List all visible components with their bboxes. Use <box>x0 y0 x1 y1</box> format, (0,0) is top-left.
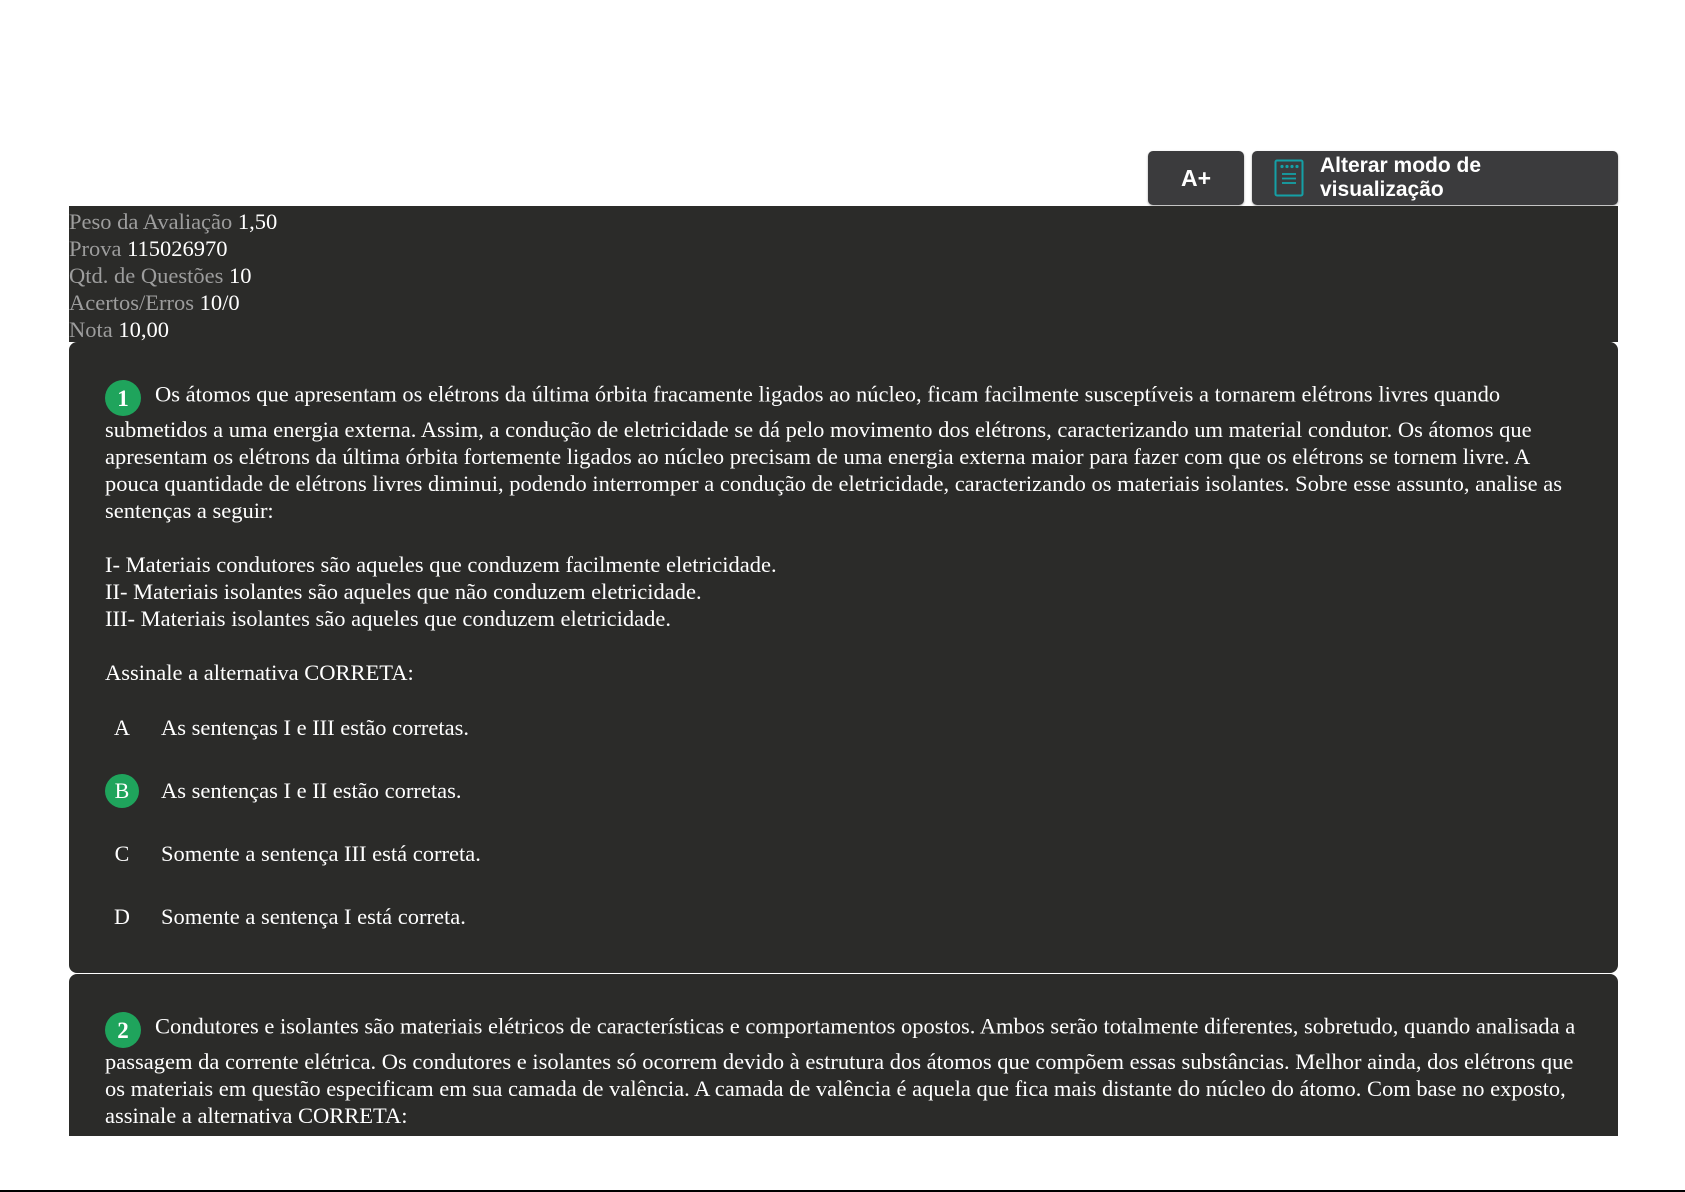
summary-grade <box>69 316 1618 343</box>
summary-label: Nota <box>69 317 113 342</box>
summary-label: Qtd. de Questões <box>69 263 224 288</box>
answer-options <box>105 696 1582 948</box>
summary-label: Prova <box>69 236 122 261</box>
option-letter: A <box>114 714 130 740</box>
question-intro: Condutores e isolantes são materiais elétricos de características e comportamentos opostos. Ambos serão totalmente diferentes, sobretudo, quando analisada a passagem da corrente elétrica. Os condutores e isolantes só ocorrem devido à estrutura dos átomos que compõem essas substâncias. Melhor ainda, dos elétrons que os materiais em questão especificam em sua camada de valência. A camada de valência é aquela que fica mais distante do núcleo do átomo. Com base no exposto, assinale a alternativa CORRETA: <box>105 1013 1576 1128</box>
statement-item: III- Materiais isolantes são aqueles que conduzem eletricidade. <box>105 606 672 631</box>
summary-value: 10 <box>228 263 252 288</box>
question-text <box>105 380 1582 524</box>
exam-summary <box>69 206 1618 342</box>
question-card-2 <box>69 974 1618 1136</box>
summary-hits-errors <box>69 289 1618 316</box>
summary-label: Peso da Avaliação <box>69 209 233 234</box>
question-text <box>105 1012 1582 1129</box>
summary-value: 1,50 <box>237 209 278 234</box>
option-text: Somente a sentença I está correta. <box>161 904 466 929</box>
font-size-increase-button[interactable]: A+ <box>1148 151 1244 205</box>
change-view-mode-label: Alterar modo de visualização <box>1320 154 1482 201</box>
summary-weight <box>69 208 1618 235</box>
option-text: As sentenças I e III estão corretas. <box>161 715 469 740</box>
summary-value: 10/0 <box>199 290 240 315</box>
option-letter-selected: B <box>105 774 139 808</box>
summary-value: 10,00 <box>118 317 169 342</box>
change-view-mode-button[interactable] <box>1252 151 1618 205</box>
question-number-badge: 1 <box>105 380 141 416</box>
question-card-1 <box>69 342 1618 973</box>
statement-item: I- Materiais condutores são aqueles que conduzem facilmente eletricidade. <box>105 552 777 577</box>
option-letter: C <box>114 840 130 866</box>
statement-item: II- Materiais isolantes são aqueles que não conduzem eletricidade. <box>105 579 702 604</box>
option-text: As sentenças I e II estão corretas. <box>161 778 462 803</box>
answer-option-b[interactable] <box>105 759 1582 822</box>
answer-option-a[interactable] <box>105 696 1582 759</box>
answer-option-c[interactable] <box>105 822 1582 885</box>
summary-exam-id <box>69 235 1618 262</box>
document-icon <box>1274 159 1304 197</box>
question-prompt: Assinale a alternativa CORRETA: <box>105 660 414 685</box>
option-letter: D <box>114 903 130 929</box>
summary-question-count <box>69 262 1618 289</box>
question-number-badge: 2 <box>105 1012 141 1048</box>
summary-label: Acertos/Erros <box>69 290 194 315</box>
summary-value: 115026970 <box>127 236 228 261</box>
answer-option-d[interactable] <box>105 885 1582 948</box>
option-text: Somente a sentença III está correta. <box>161 841 481 866</box>
question-intro: Os átomos que apresentam os elétrons da última órbita fracamente ligados ao núcleo, ficam facilmente susceptíveis a tornarem elétrons livres quando submetidos a uma energia externa. Assim, a condução de eletricidade se dá pelo movimento dos elétrons, caracterizando um material condutor. Os átomos que apresentam os elétrons da última órbita fortemente ligados ao núcleo precisam de uma energia externa maior para fazer com que os elétrons se tornem livre. A pouca quantidade de elétrons livres diminui, podendo interromper a condução de eletricidade, caracterizando os materiais isolantes. Sobre esse assunto, analise as sentenças a seguir: <box>105 381 1562 523</box>
toolbar <box>1148 151 1618 205</box>
